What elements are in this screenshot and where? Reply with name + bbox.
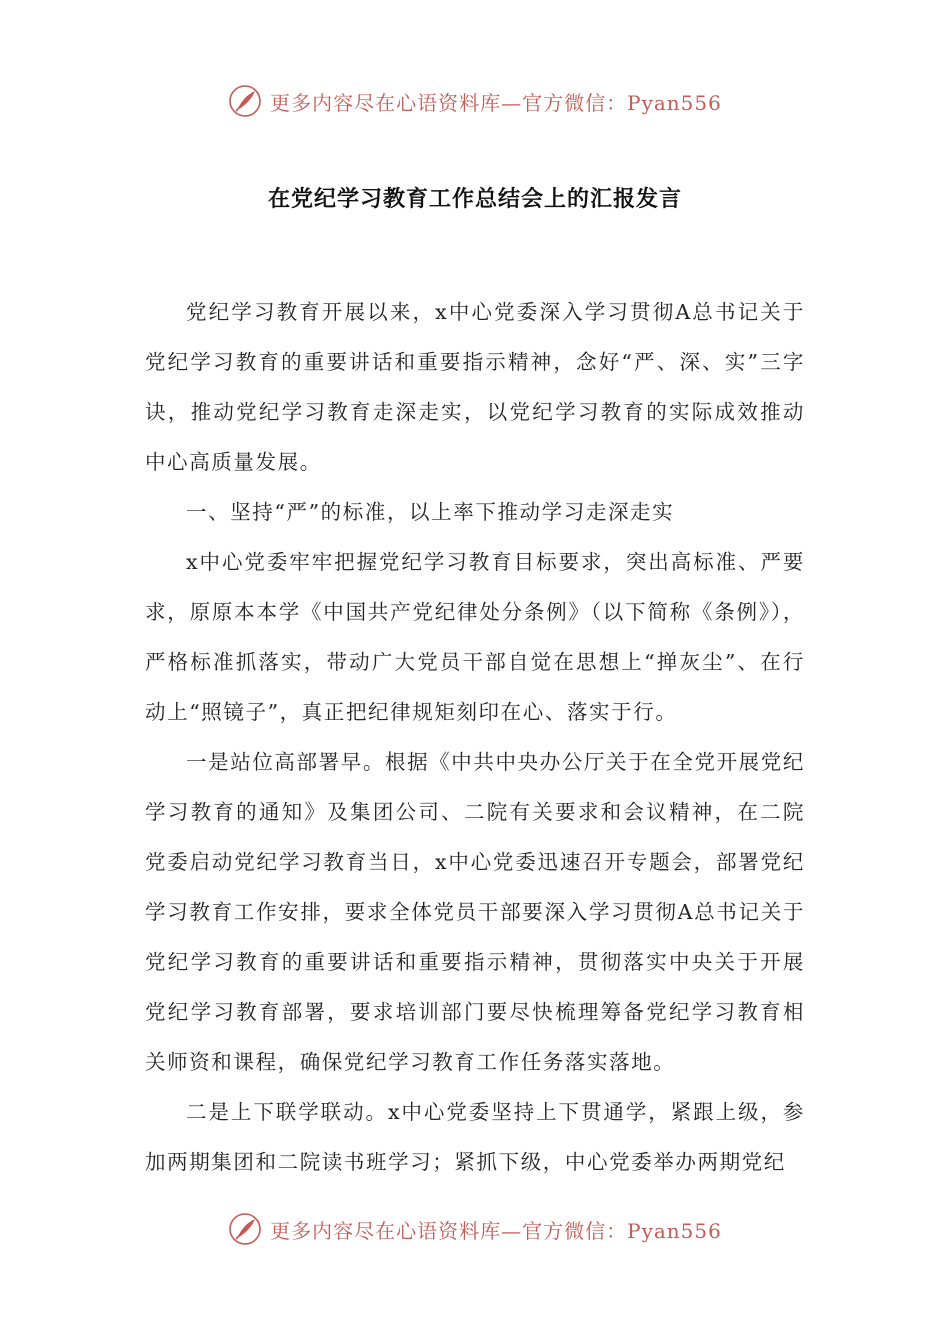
document-title: 在党纪学习教育工作总结会上的汇报发言 (267, 187, 682, 212)
watermark-text: 更多内容尽在心语资料库—官方微信：Pyan556 (270, 1218, 722, 1243)
watermark-text: 更多内容尽在心语资料库—官方微信：Pyan556 (270, 90, 722, 115)
paragraph-point-2: 二是上下联学联动。x中心党委坚持上下贯通学，紧跟上级，参加两期集团和二院读书班学习；紧抓下级，中心党委举办两期党纪 (145, 1100, 805, 1174)
paragraph-section-1: x中心党委牢牢把握党纪学习教育目标要求，突出高标准、严要求，原原本本学《中国共产党纪律处分条例》（以下简称《条例》），严格标准抓落实，带动广大党员干部自觉在思想上“掸灰尘”、在行动上“照镜子”，真正把纪律规矩刻印在心、落实于行。 (145, 550, 805, 724)
section-heading-1: 一、坚持“严”的标准，以上率下推动学习走深走实 (186, 500, 675, 524)
feather-pen-logo-icon (228, 84, 262, 118)
feather-pen-logo-icon (228, 1212, 262, 1246)
watermark-banner-top (0, 84, 950, 118)
paragraph-intro: 党纪学习教育开展以来，x中心党委深入学习贯彻A总书记关于党纪学习教育的重要讲话和重要指示精神，念好“严、深、实”三字诀，推动党纪学习教育走深走实，以党纪学习教育的实际成效推动中心高质量发展。 (145, 300, 805, 474)
document-body (145, 287, 805, 1187)
paragraph-point-1: 一是站位高部署早。根据《中共中央办公厅关于在全党开展党纪学习教育的通知》及集团公司、二院有关要求和会议精神，在二院党委启动党纪学习教育当日，x中心党委迅速召开专题会，部署党纪学习教育工作安排，要求全体党员干部要深入学习贯彻A总书记关于党纪学习教育的重要讲话和重要指示精神，贯彻落实中央关于开展党纪学习教育部署，要求培训部门要尽快梳理筹备党纪学习教育相关师资和课程，确保党纪学习教育工作任务落实落地。 (145, 750, 805, 1074)
watermark-banner-bottom (0, 1212, 950, 1246)
